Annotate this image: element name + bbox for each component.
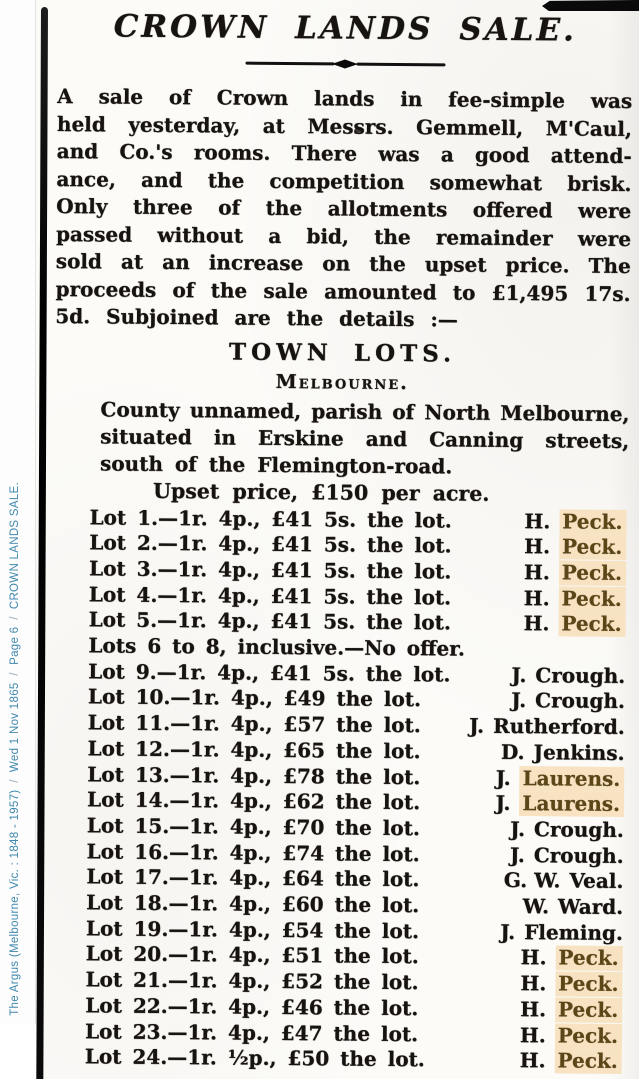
lot-buyer — [520, 946, 624, 973]
buyer-initials: H. — [520, 996, 547, 1022]
lot-description: Lot 18.—1r. 4p., £60 the lot. — [86, 890, 420, 918]
county-line: County unnamed, parish of North Melbourne, — [100, 396, 630, 426]
lot-description: Lot 22.—1r. 4p., £46 the lot. — [85, 993, 419, 1021]
lot-description: Lot 19.—1r. 4p., £54 the lot. — [85, 916, 420, 943]
buyer-initials: H. — [523, 559, 550, 585]
lot-description: Lot 4.—1r. 4p., £41 5s. the lot. — [88, 581, 452, 610]
buyer-surname: Crough. — [535, 662, 626, 688]
buyer-initials: D. — [500, 739, 525, 764]
section-heading: TOWN LOTS. — [228, 338, 457, 367]
lot-buyer — [496, 765, 627, 792]
buyer-initials: H. — [520, 971, 547, 996]
buyer-initials: W. — [522, 894, 550, 919]
buyer-surname: Peck. — [558, 612, 625, 638]
intro-paragraph — [55, 83, 632, 336]
buyer-initials: H. — [519, 1022, 546, 1047]
buyer-surname: Crough. — [533, 817, 624, 842]
lot-buyer — [510, 817, 626, 844]
lot-description: Lots 6 to 8, inclusive.—No offer. — [88, 633, 465, 661]
buyer-initials: H. — [519, 1048, 546, 1073]
article — [49, 5, 633, 1075]
lot-buyer — [511, 663, 627, 690]
intro-line: 5d. Subjoined are the details :— — [55, 303, 458, 332]
lot-buyer — [511, 688, 627, 715]
buyer-initials: J. — [495, 791, 511, 816]
buyer-surname: Peck. — [559, 535, 626, 561]
buyer-surname: Ward. — [557, 894, 624, 920]
intro-line: Only three of the allotments offered were — [56, 193, 632, 224]
lot-row — [85, 1045, 624, 1075]
lot-description: Lot 9.—1r. 4p., £41 5s. the lot. — [88, 659, 451, 687]
citation-separator: / — [9, 616, 21, 620]
lot-description: Lot 21.—1r. 4p., £52 the lot. — [85, 967, 419, 995]
buyer-initials: J. — [495, 765, 511, 790]
county-paragraph — [54, 395, 630, 481]
buyer-initials: H. — [523, 611, 550, 636]
newspaper-scan — [36, 0, 639, 1079]
buyer-initials: J. — [511, 688, 527, 713]
buyer-surname: Peck. — [558, 586, 625, 612]
lot-buyer — [524, 509, 628, 536]
locality-heading: Melbourne. — [275, 370, 409, 394]
buyer-surname: Fleming. — [524, 919, 624, 945]
lot-buyer — [510, 843, 626, 870]
buyer-surname: Peck. — [555, 972, 622, 998]
lot-description: Lot 14.—1r. 4p., £62 the lot. — [86, 787, 421, 815]
citation-separator: / — [9, 672, 21, 676]
buyer-surname: Crough. — [535, 688, 626, 714]
intro-line: and Co.'s rooms. There was a good attend- — [56, 138, 632, 169]
lot-buyer — [524, 586, 628, 613]
lot-description: Lot 2.—1r. 4p., £41 5s. the lot. — [89, 530, 452, 558]
intro-line: A sale of Crown lands in fee-simple was — [57, 83, 633, 114]
lot-description: Lot 1.—1r. 4p., £41 5s. the lot. — [89, 504, 452, 532]
lot-description: Lot 16.—1r. 4p., £74 the lot. — [86, 838, 420, 866]
county-line: south of the Flemington-road. — [99, 450, 453, 478]
buyer-initials: H. — [520, 945, 547, 970]
intro-line: proceeds of the sale amounted to £1,495 17s. — [55, 276, 631, 306]
intro-line: held yesterday, at Messrs. Gemmell, M'Caul, — [56, 111, 633, 141]
lot-description: Lot 23.—1r. 4p., £47 the lot. — [84, 1018, 419, 1046]
article-title: CROWN LANDS SALE. — [113, 8, 578, 49]
buyer-surname: Peck. — [554, 1049, 621, 1075]
upset-price-line: Upset price, £150 per acre. — [152, 478, 490, 506]
lot-buyer — [524, 560, 628, 587]
buyer-surname: Veal. — [569, 868, 624, 894]
lot-description: Lot 10.—1r. 4p., £49 the lot. — [87, 684, 422, 712]
lot-buyer — [469, 714, 627, 741]
citation-separator: / — [9, 779, 21, 783]
lot-buyer — [501, 740, 627, 767]
intro-line: sold at an increase on the upset price. The — [55, 248, 631, 279]
column-rule — [36, 7, 48, 1079]
intro-line: passed without a bid, the remainder were — [55, 221, 632, 251]
buyer-initials: H. — [523, 585, 550, 610]
divider-line — [245, 62, 334, 65]
lot-buyer — [523, 611, 627, 638]
sidebar-citation — [9, 482, 21, 1016]
lot-buyer — [500, 920, 625, 947]
lot-buyer — [520, 1048, 624, 1075]
lots-list — [85, 505, 629, 1075]
title-divider — [245, 59, 445, 70]
buyer-surname: Peck. — [559, 560, 626, 586]
buyer-surname: Laurens. — [520, 766, 625, 792]
buyer-initials: J. — [469, 713, 485, 738]
buyer-initials: J. — [510, 816, 526, 842]
citation-page: Page 6 — [9, 626, 21, 666]
viewer-sidebar[interactable] — [0, 0, 36, 1024]
lot-buyer — [520, 1023, 624, 1050]
buyer-surname: Peck. — [559, 509, 626, 535]
buyer-surname: Crough. — [533, 842, 624, 868]
lot-buyer — [495, 791, 626, 818]
lot-description: Lot 12.—1r. 4p., £65 the lot. — [87, 736, 421, 764]
buyer-surname: Peck. — [555, 946, 622, 972]
buyer-initials: J. — [511, 662, 527, 687]
buyer-surname: Peck. — [555, 1023, 622, 1049]
buyer-initials: G. W. — [503, 868, 561, 893]
buyer-initials: J. — [509, 842, 525, 867]
lot-buyer — [524, 534, 628, 561]
lot-buyer — [523, 894, 626, 921]
buyer-surname: Peck. — [555, 997, 622, 1023]
buyer-initials: H. — [524, 534, 551, 559]
buyer-surname: Jenkins. — [533, 740, 625, 765]
divider-diamond-icon — [332, 59, 358, 68]
citation-article-title: CROWN LANDS SALE. — [9, 482, 21, 610]
buyer-surname: Rutherford. — [492, 713, 625, 740]
lot-description: Lot 15.—1r. 4p., £70 the lot. — [86, 813, 420, 841]
lot-buyer — [520, 971, 624, 998]
lot-description: Lot 11.—1r. 4p., £57 the lot. — [87, 710, 421, 738]
lot-buyer — [520, 997, 624, 1024]
citation-date: Wed 1 Nov 1865 — [9, 682, 21, 773]
lot-description: Lot 17.—1r. 4p., £64 the lot. — [86, 864, 420, 892]
lot-description: Lot 24.—1r. ½p., £50 the lot. — [84, 1044, 425, 1072]
buyer-surname: Laurens. — [519, 791, 624, 817]
lot-buyer — [504, 868, 626, 895]
lot-description: Lot 20.—1r. 4p., £51 the lot. — [85, 941, 419, 969]
lot-description: Lot 3.—1r. 4p., £41 5s. the lot. — [88, 556, 452, 584]
intro-line: ance, and the competition somewhat brisk. — [56, 166, 632, 196]
lot-description: Lot 13.—1r. 4p., £78 the lot. — [87, 761, 421, 789]
divider-line — [356, 63, 445, 66]
lot-description: Lot 5.—1r. 4p., £41 5s. the lot. — [88, 607, 451, 635]
citation-source: The Argus (Melbourne, Vic. : 1848 - 1957) — [9, 789, 21, 1016]
county-line: situated in Erskine and Canning streets, — [100, 423, 630, 453]
buyer-initials: J. — [500, 919, 516, 944]
buyer-initials: H. — [524, 508, 551, 533]
